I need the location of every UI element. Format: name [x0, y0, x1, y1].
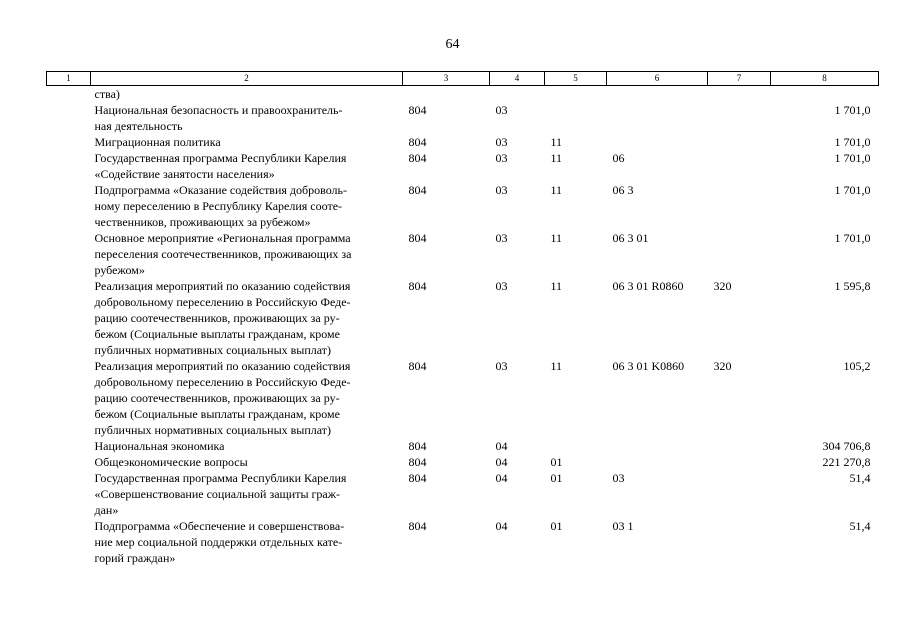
cell-section: 03 [495, 135, 508, 149]
cell-code: 804 [408, 103, 427, 117]
cell-expense-type [708, 134, 771, 150]
budget-table [46, 71, 879, 566]
cell-subsection: 11 [550, 279, 563, 293]
cell-code: 804 [408, 439, 427, 453]
cell-subsection [545, 438, 607, 454]
cell-section: 04 [495, 519, 508, 533]
cell-target-item [607, 102, 708, 134]
cell-section: 04 [495, 439, 508, 453]
cell-code: 804 [408, 519, 427, 533]
table-row [47, 518, 879, 566]
cell-section: 03 [495, 231, 508, 245]
cell-target-item: 03 [612, 471, 625, 485]
cell-target-item [607, 438, 708, 454]
cell-amount [771, 86, 879, 103]
cell-target-item: 06 3 01 R0860 [612, 279, 684, 293]
cell-section: 04 [495, 471, 508, 485]
cell-col1 [47, 230, 91, 278]
cell-code: 804 [408, 471, 427, 485]
cell-subsection: 01 [550, 519, 563, 533]
cell-col1 [47, 134, 91, 150]
table-row [47, 182, 879, 230]
table-row [47, 230, 879, 278]
table-row [47, 358, 879, 438]
cell-col1 [47, 358, 91, 438]
cell-name: Национальная безопасность и правоохранитель- ная деятельность [94, 103, 343, 133]
cell-subsection [545, 86, 607, 103]
cell-expense-type: 320 [713, 359, 732, 373]
cell-amount: 1 595,8 [834, 279, 871, 293]
cell-amount: 105,2 [843, 359, 871, 373]
column-header-8: 8 [771, 72, 879, 86]
header-row [47, 72, 879, 86]
cell-section: 03 [495, 359, 508, 373]
cell-section: 03 [495, 103, 508, 117]
cell-expense-type [708, 150, 771, 182]
cell-expense-type [708, 470, 771, 518]
cell-name: ства) [94, 87, 120, 101]
cell-name: Основное мероприятие «Региональная программа переселения соотечественников, проживающих за рубежом» [94, 231, 352, 277]
cell-code: 804 [408, 359, 427, 373]
cell-name: Государственная программа Республики Карелия «Содействие занятости населения» [94, 151, 347, 181]
table-row [47, 278, 879, 358]
cell-col1 [47, 182, 91, 230]
column-header-2: 2 [91, 72, 403, 86]
cell-name: Государственная программа Республики Карелия «Совершенствование социальной защиты граж- дан» [94, 471, 347, 517]
cell-code: 804 [408, 135, 427, 149]
cell-target-item: 06 3 [612, 183, 634, 197]
cell-target-item: 06 [612, 151, 625, 165]
cell-code: 804 [408, 455, 427, 469]
table-row [47, 150, 879, 182]
table-row [47, 470, 879, 518]
table-row [47, 86, 879, 103]
cell-subsection: 11 [550, 135, 563, 149]
cell-name: Реализация мероприятий по оказанию содействия добровольному переселению в Российскую Феде- рацию соотечественников, проживающих за ру- бежом (Социальные выплаты гражданам, кроме публичных нормативных социальных выплат) [94, 359, 351, 437]
table-row [47, 454, 879, 470]
cell-section: 03 [495, 279, 508, 293]
cell-code [403, 86, 490, 103]
cell-code: 804 [408, 231, 427, 245]
cell-col1 [47, 102, 91, 134]
table-body [47, 86, 879, 567]
cell-expense-type [708, 182, 771, 230]
cell-name: Национальная экономика [94, 439, 225, 453]
cell-expense-type [708, 454, 771, 470]
cell-name: Общеэкономические вопросы [94, 455, 248, 469]
cell-section: 03 [495, 183, 508, 197]
cell-target-item [607, 86, 708, 103]
cell-target-item: 06 3 01 [612, 231, 649, 245]
cell-target-item [607, 134, 708, 150]
table-row [47, 438, 879, 454]
table-row [47, 102, 879, 134]
cell-subsection: 11 [550, 231, 563, 245]
cell-subsection [545, 102, 607, 134]
cell-col1 [47, 278, 91, 358]
cell-subsection: 11 [550, 151, 563, 165]
cell-code: 804 [408, 151, 427, 165]
cell-subsection: 01 [550, 471, 563, 485]
cell-amount: 1 701,0 [834, 183, 871, 197]
column-header-1: 1 [47, 72, 91, 86]
cell-col1 [47, 150, 91, 182]
cell-amount: 221 270,8 [822, 455, 871, 469]
cell-target-item: 06 3 01 K0860 [612, 359, 685, 373]
column-header-5: 5 [545, 72, 607, 86]
cell-name: Реализация мероприятий по оказанию содействия добровольному переселению в Российскую Феде- рацию соотечественников, проживающих за ру- бежом (Социальные выплаты гражданам, кроме публичных нормативных социальных выплат) [94, 279, 351, 357]
cell-section: 03 [495, 151, 508, 165]
cell-amount: 1 701,0 [834, 103, 871, 117]
cell-target-item [607, 454, 708, 470]
cell-code: 804 [408, 279, 427, 293]
cell-expense-type [708, 438, 771, 454]
cell-expense-type [708, 230, 771, 278]
column-header-6: 6 [607, 72, 708, 86]
table-header [47, 72, 879, 86]
cell-section [490, 86, 545, 103]
cell-name: Подпрограмма «Оказание содействия доброволь- ному переселению в Республику Карелия соотe- чественников, проживающих за рубежом» [94, 183, 348, 229]
cell-subsection: 11 [550, 359, 563, 373]
cell-amount: 1 701,0 [834, 231, 871, 245]
column-header-3: 3 [403, 72, 490, 86]
cell-amount: 304 706,8 [822, 439, 871, 453]
cell-section: 04 [495, 455, 508, 469]
column-header-4: 4 [490, 72, 545, 86]
cell-col1 [47, 454, 91, 470]
cell-col1 [47, 438, 91, 454]
cell-amount: 1 701,0 [834, 151, 871, 165]
cell-expense-type [708, 518, 771, 566]
cell-expense-type: 320 [713, 279, 732, 293]
cell-col1 [47, 470, 91, 518]
cell-col1 [47, 518, 91, 566]
cell-amount: 1 701,0 [834, 135, 871, 149]
cell-name: Подпрограмма «Обеспечение и совершенствова- ние мер социальной поддержки отдельных кате- горий граждан» [94, 519, 345, 565]
cell-subsection: 01 [550, 455, 563, 469]
cell-expense-type [708, 102, 771, 134]
cell-target-item: 03 1 [612, 519, 634, 533]
cell-col1 [47, 86, 91, 103]
cell-expense-type [708, 86, 771, 103]
cell-code: 804 [408, 183, 427, 197]
cell-amount: 51,4 [849, 519, 871, 533]
page-number: 64 [445, 37, 460, 52]
cell-name: Миграционная политика [94, 135, 221, 149]
column-header-7: 7 [708, 72, 771, 86]
cell-subsection: 11 [550, 183, 563, 197]
table-row [47, 134, 879, 150]
cell-amount: 51,4 [849, 471, 871, 485]
